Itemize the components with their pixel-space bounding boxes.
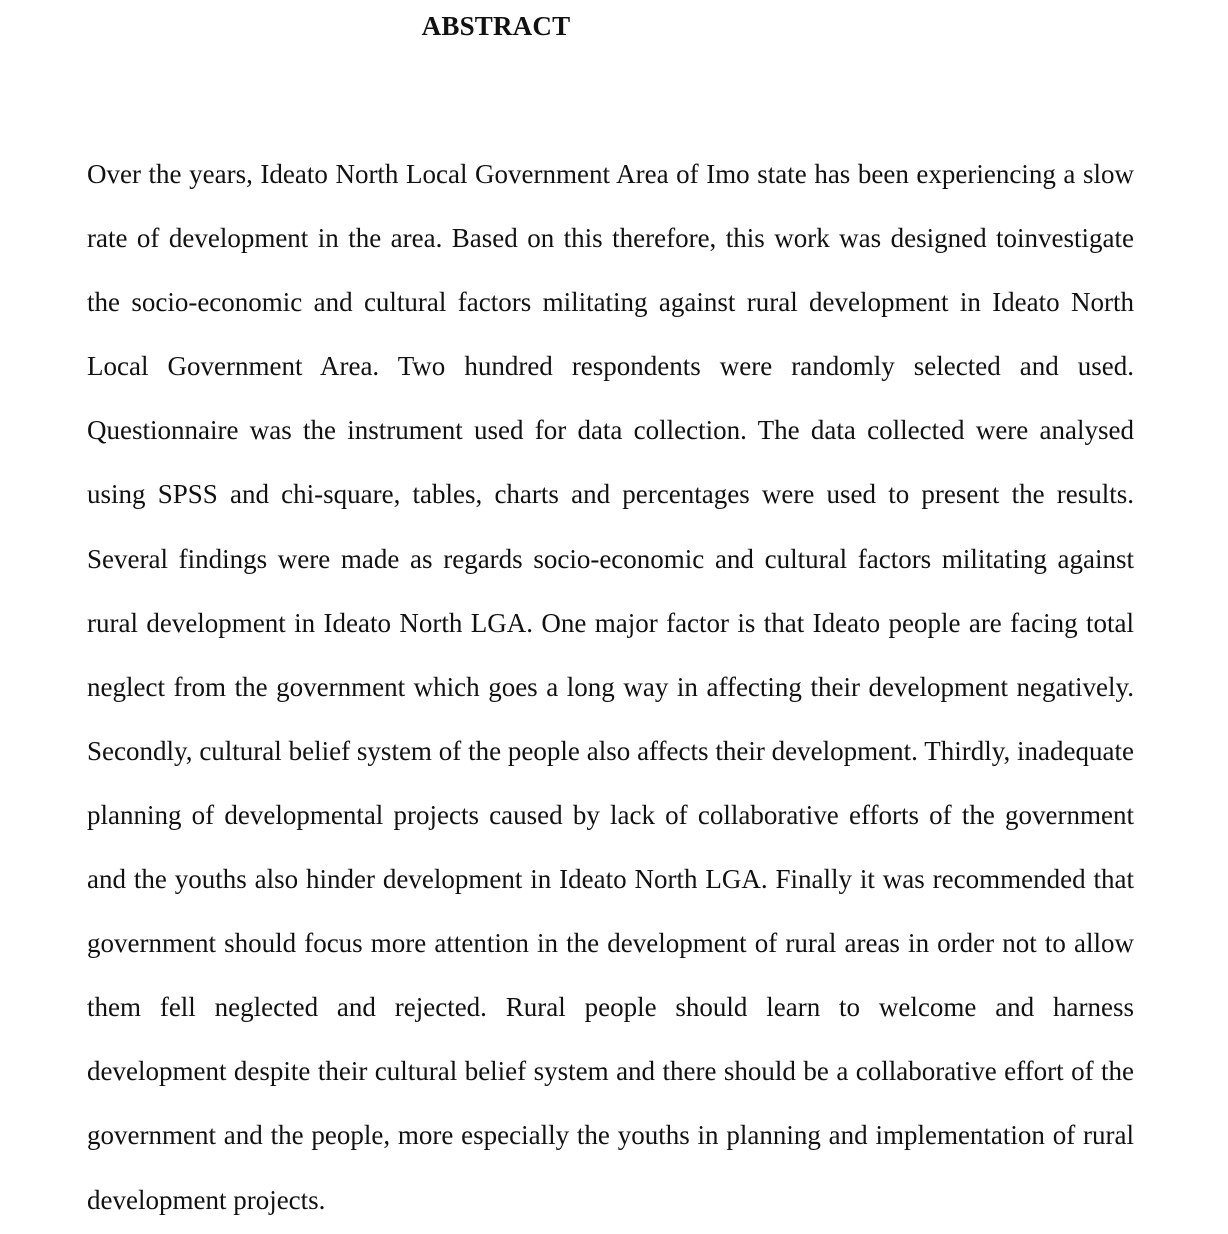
abstract-paragraph: Over the years, Ideato North Local Government Area of Imo state has been experiencing a slow rate of development in the area. Based on this therefore, this work was designed toinvestigate the socio-economic and cultural factors militating against rural development in Ideato North Local Government Area. Two hundred respondents were randomly selected and used. Questionnaire was the instrument used for data collection. The data collected were analysed using SPSS and chi-square, tables, charts and percentages were used to present the results. Several findings were made as regards socio-economic and cultural factors militating against rural development in Ideato North LGA. One major factor is that Ideato people are facing total neglect from the government which goes a long way in affecting their development negatively. Secondly, cultural belief system of the people also affects their development. Thirdly, inadequate planning of developmental projects caused by lack of collaborative efforts of the government and the youths also hinder development in Ideato North LGA. Finally it was recommended that government should focus more attention in the development of rural areas in order not to allow them fell neglected and rejected. Rural people should learn to welcome and harness development despite their cultural belief system and there should be a collaborative effort of the government and the people, more especially the youths in planning and implementation of rural development projects. — [87, 159, 1134, 1215]
abstract-heading: ABSTRACT — [421, 11, 571, 41]
